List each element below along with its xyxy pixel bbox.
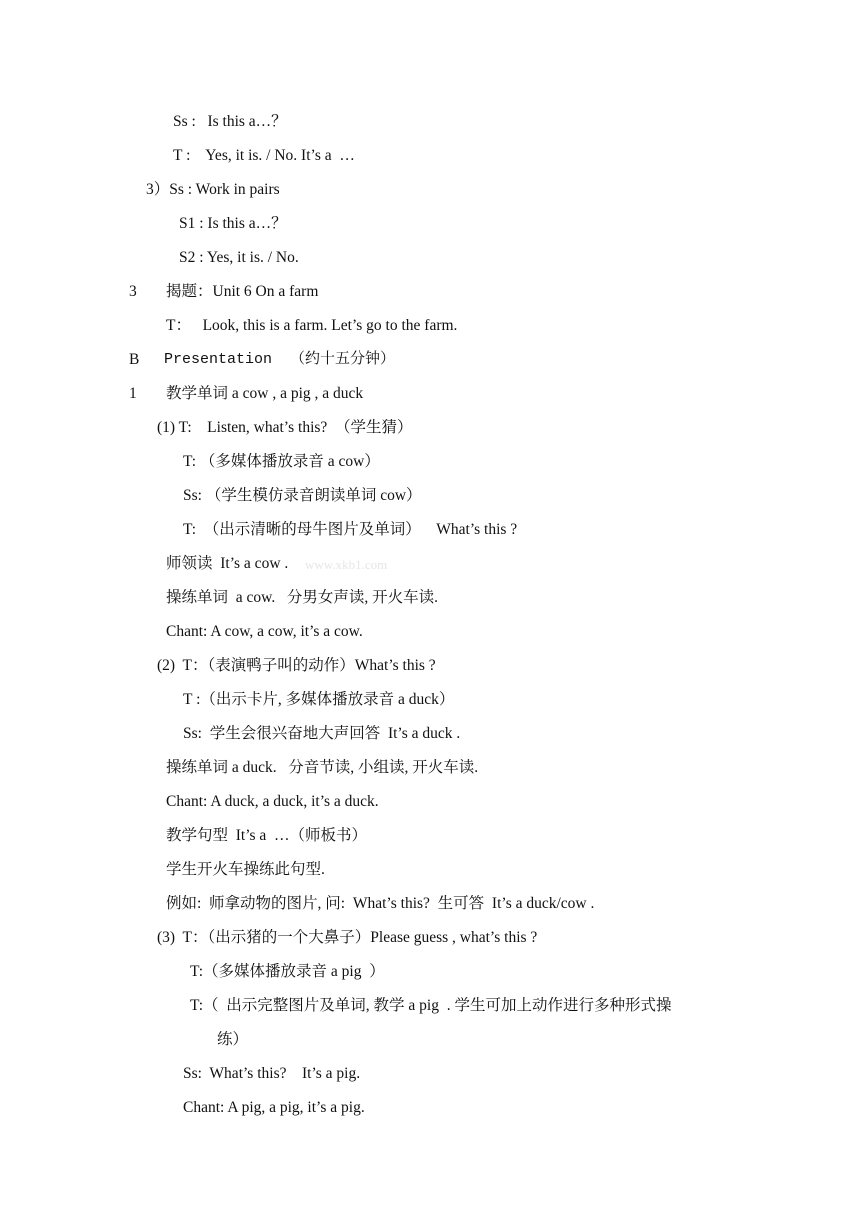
- text-line-chant-cow: Chant: A cow, a cow, it’s a cow.: [166, 623, 363, 640]
- text-line-show-pig: T:（ 出示完整图片及单词, 教学 a pig . 学生可加上动作进行多种形式操: [190, 997, 672, 1014]
- section-number-1: 1: [129, 385, 137, 402]
- text-line-practice-cow: 操练单词 a cow. 分男女声读, 开火车读.: [166, 589, 438, 606]
- text-line-answer-duck: Ss: 学生会很兴奋地大声回答 It’s a duck .: [183, 725, 461, 742]
- text-line-pig-nose: (3) T：（出示猪的一个大鼻子）Please guess , what’s this ?: [157, 929, 538, 946]
- text-line-show-cow: T: （出示清晰的母牛图片及单词） What’s this ?: [183, 521, 518, 538]
- text-line-train-pattern: 学生开火车操练此句型.: [166, 861, 325, 878]
- section-letter-b: B: [129, 351, 140, 368]
- text-line-practice-duck: 操练单词 a duck. 分音节读, 小组读, 开火车读.: [166, 759, 479, 776]
- text-line-play-pig: T:（多媒体播放录音 a pig ）: [190, 963, 385, 980]
- text-line-example: 例如: 师拿动物的图片, 问: What’s this? 生可答 It’s a duck/cow .: [166, 895, 595, 912]
- text-line-ss-is-this: Ss : Is this a…？: [173, 113, 287, 130]
- text-line-chant-duck: Chant: A duck, a duck, it’s a duck.: [166, 793, 379, 810]
- text-line-teach-words: 教学单词 a cow , a pig , a duck: [166, 385, 364, 402]
- text-line-practice-end: 练）: [217, 1031, 249, 1048]
- text-line-unit-title: 揭题：Unit 6 On a farm: [166, 283, 319, 300]
- text-line-whats-pig: Ss: What’s this? It’s a pig.: [183, 1065, 361, 1082]
- text-line-t-yes-no: T : Yes, it is. / No. It’s a …: [173, 147, 355, 164]
- text-line-duck-action: (2) T：（表演鸭子叫的动作）What’s this ?: [157, 657, 436, 674]
- text-line-work-in-pairs: 3）Ss : Work in pairs: [146, 181, 280, 198]
- section-heading-presentation: Presentation （约十五分钟）: [164, 351, 396, 368]
- text-line-listen: (1) T: Listen, what’s this? （学生猜）: [157, 419, 413, 436]
- text-line-sentence-pattern: 教学句型 It’s a …（师板书）: [166, 827, 368, 844]
- text-line-imitate-cow: Ss: （学生模仿录音朗读单词 cow）: [183, 487, 422, 504]
- text-line-play-duck: T :（出示卡片, 多媒体播放录音 a duck）: [183, 691, 455, 708]
- text-line-s1: S1 : Is this a…？: [179, 215, 287, 232]
- watermark-text: www.xkb1.com: [305, 557, 388, 572]
- text-line-play-cow: T: （多媒体播放录音 a cow）: [183, 453, 380, 470]
- text-line-s2: S2 : Yes, it is. / No.: [179, 249, 299, 266]
- text-line-lead-read: 师领读 It’s a cow .: [166, 555, 289, 572]
- text-line-look-farm: T： Look, this is a farm. Let’s go to the farm.: [166, 317, 458, 334]
- section-number-3: 3: [129, 283, 137, 300]
- text-line-chant-pig: Chant: A pig, a pig, it’s a pig.: [183, 1099, 365, 1116]
